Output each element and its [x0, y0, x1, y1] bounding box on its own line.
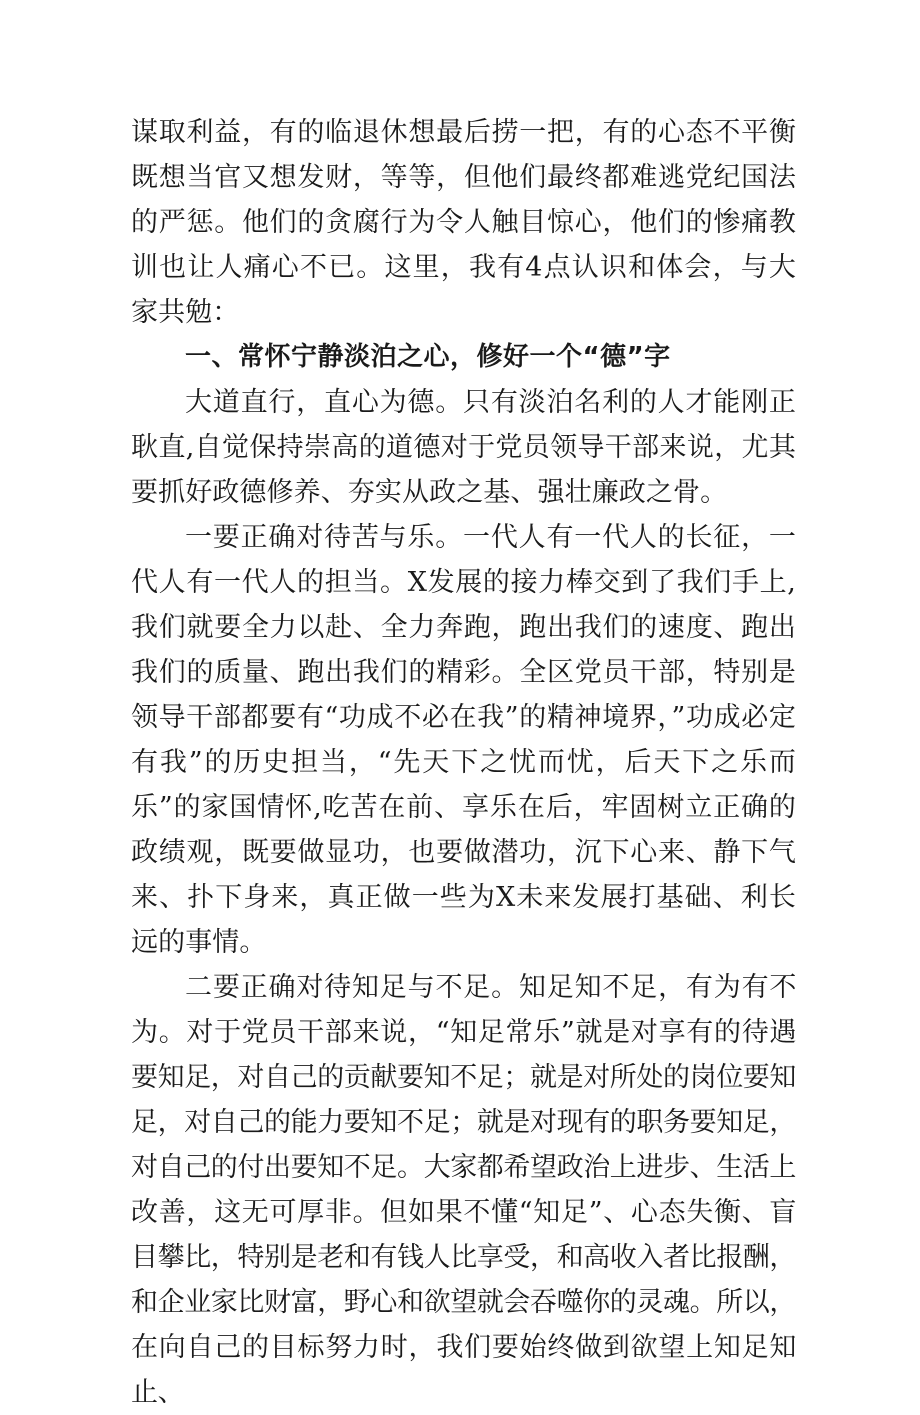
paragraph-continued: 谋取利益，有的临退休想最后捞一把，有的心态不平衡既想当官又想发财，等等，但他们最终都难逃党纪国法的严惩。他们的贪腐行为令人触目惊心，他们的惨痛教训也让人痛心不已。这里，我有4点认识和体会，与大家共勉：: [131, 117, 796, 328]
document-body: [131, 110, 796, 1415]
paragraph: 一要正确对待苦与乐。一代人有一代人的长征，一代人有一代人的担当。X发展的接力棒交到了我们手上,我们就要全力以赴、全力奔跑，跑出我们的速度、跑出我们的质量、跑出我们的精彩。全区党员干部，特别是领导干部都要有“功成不必在我”的精神境界，”功成必定有我”的历史担当，“先天下之忧而忧，后天下之乐而乐”的家国情怀,吃苦在前、享乐在后，牢固树立正确的政绩观，既要做显功，也要做潜功，沉下心来、静下气来、扑下身来，真正做一些为X未来发展打基础、利长远的事情。: [131, 522, 796, 958]
section-heading: 一、常怀宁静淡泊之心，修好一个“德”字: [185, 342, 671, 372]
paragraph: 二要正确对待知足与不足。知足知不足，有为有不为。对于党员干部来说，“知足常乐”就是对享有的待遇要知足，对自己的贡献要知不足；就是对所处的岗位要知足，对自己的能力要知不足；就是对现有的职务要知足，对自己的付出要知不足。大家都希望政治上进步、生活上改善，这无可厚非。但如果不懂“知足”、心态失衡、盲目攀比，特别是老和有钱人比享受，和高收入者比报酬，和企业家比财富，野心和欲望就会吞噬你的灵魂。所以，在向自己的目标努力时，我们要始终做到欲望上知足知止、: [131, 972, 796, 1408]
paragraph: 大道直行，直心为德。只有淡泊名利的人才能刚正耿直,自觉保持崇高的道德对于党员领导干部来说，尤其要抓好政德修养、夯实从政之基、强壮廉政之骨。: [131, 387, 796, 508]
